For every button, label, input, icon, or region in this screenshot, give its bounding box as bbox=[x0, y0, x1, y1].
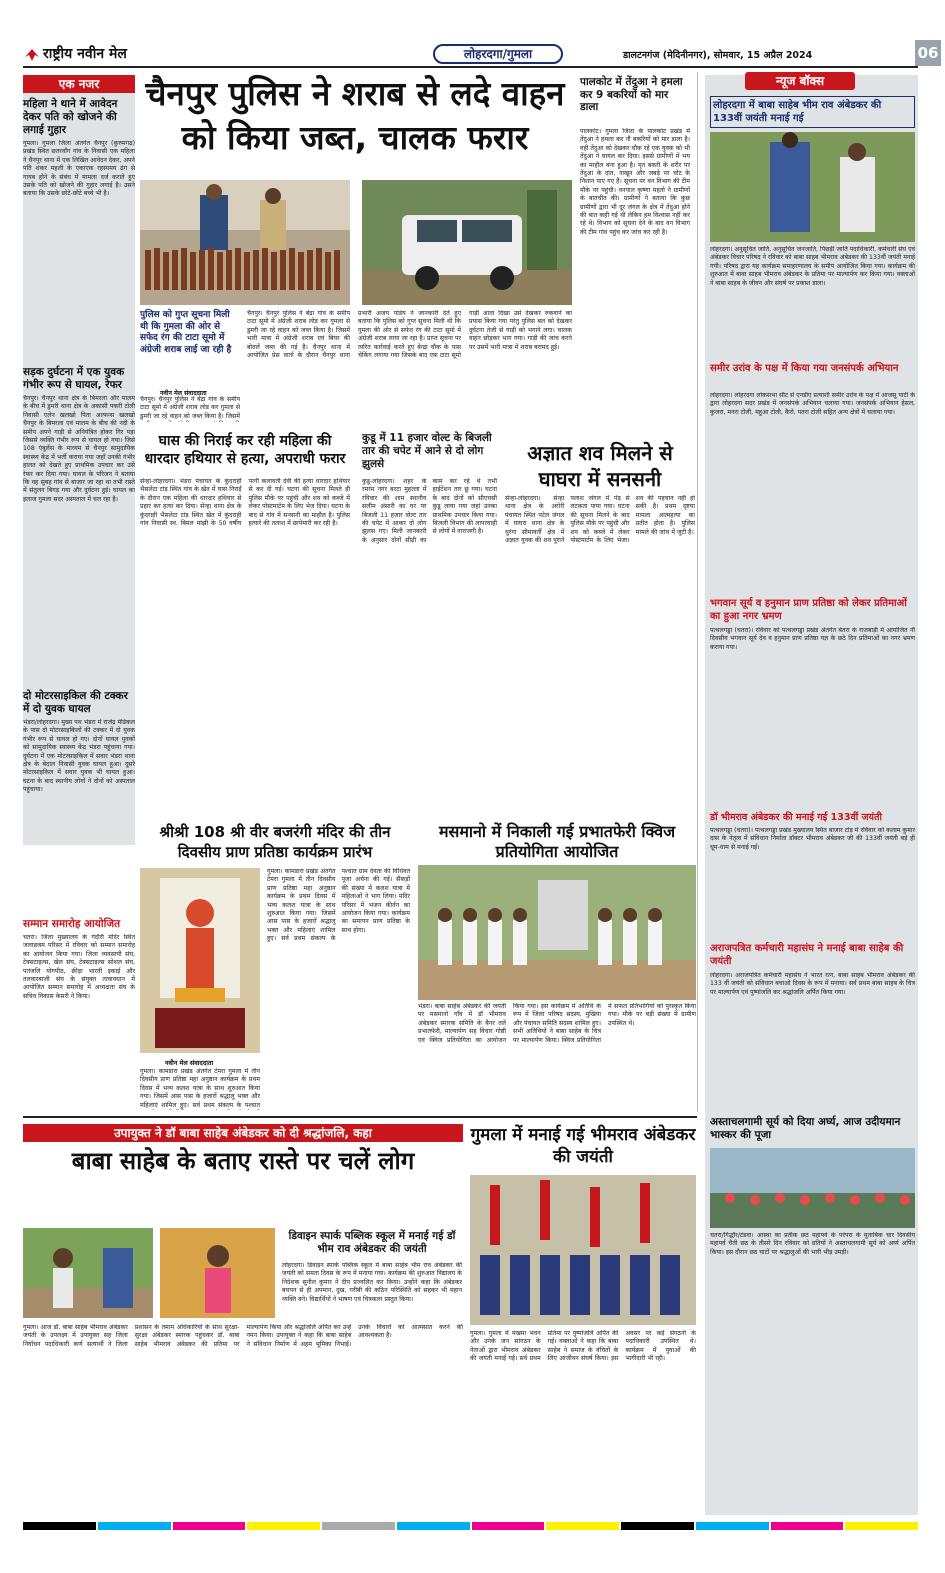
masthead bbox=[23, 40, 939, 68]
gumla-bhim-photo bbox=[470, 1175, 696, 1325]
left-story-2-body: चैनपुर। चैनपुर थाना क्षेत्र के बिमरला और मालम के बीच में डुमरी थाना क्षेत्र के अकासी पकरी टोली निवासी एलेन खलखो पिता अल्फन्स खलखो चैनपुर के बिमरला एवं मालम के बीच की नदी के समीप अपने गाड़ी से अनियंत्रित होकर गिर पड़ा जिससे व्यक्ति गंभीर रूप से घायल हो गया। जिसे 108 एंबुलेंस के माध्यम से चैनपुर सामुदायिक स्वास्थ्य केंद्र में भर्ती कराया गया जहाँ उनकी गंभीर हालत को देखते हुए प्राथमिक उपचार कर उसे रेफर कर दिया गया। घायल के परिजन ने बताया कि वह सुबह गांव से बाजार जा रहा था तभी रास्ते में संतुलन बिगड़ गया और दुर्घटना हुई। घायल का इलाज गुमला सदर अस्पताल में चल रहा है। bbox=[23, 395, 135, 503]
paper-name: राष्ट्रीय नवीन मेल bbox=[43, 46, 127, 62]
main-body-a: चैनपुर। चैनपुर पुलिस ने बेंद्रा गांव के समीप टाटा सूमो में अंग्रेजी शराब लोड कर गुमला से डुमरी जा रहे वाहन को जब्त किया है। जिसमें bbox=[140, 396, 240, 420]
liquor-photo bbox=[140, 180, 350, 305]
color-registration-bar bbox=[23, 1522, 918, 1530]
mandir-byline: नवीन मेल संवाददाता bbox=[165, 1059, 214, 1067]
section-rule bbox=[23, 1116, 697, 1118]
mandir-body-a: गुमला। कामडारा प्रखंड अंतर्गत टेमरा गुमला में तीन दिवसीय प्राण प्रतिष्ठा महा अनुष्ठान कार्यक्रम के प्रथम दिवस में भव्य कलश यात्रा के साथ शुरुआत किया गया। जिसमें आस पास के हजारों श्रद्धालु भक्त और महिलाएं शामिल हुए। सर्व प्रथम संकल्प के पश्चात bbox=[140, 1068, 260, 1109]
left-story-4 bbox=[23, 918, 135, 1124]
right-photo-2 bbox=[710, 1148, 915, 1228]
gumla-bhim-body: गुमला। गुमला में मखमा भवन और उनके जन सांगठन के नेताओं द्वारा भीमराव अंबेडकर की जयंती मनाई गई। सर्व प्रथम प्रतिमा पर पुष्पांजलि अर्पित की गई। वक्ताओं ने कहा कि बाबा साहेब ने समाज के वंचितों के लिए आजीवन संघर्ष किया। इस अवसर पर कई संगठनों के पदाधिकारी उपस्थित थे। कार्यक्रम में युवाओं की भागीदारी भी रही। bbox=[470, 1330, 696, 1363]
right-story-5-body: लोहरदगा। अराजपत्रित कर्मचारी महासंघ ने भारत रत्न, बाबा साहब भीमराव अंबेडकर की 133 वीं जयंती को संविधान बचाओ दिवस के रूप में मनाया। सर्व प्रथम बाबा साहब के चित्र पर माल्यार्पण एवं पुष्पांजलि कर श्रद्धांजलि अर्पित किया गया। bbox=[710, 972, 915, 996]
left-story-1-title: महिला ने थाने में आवेदन देकर पति को खोजने की लगाई गुहार bbox=[23, 98, 118, 136]
right-story-4-title: डॉ भीमराव अंबेडकर की मनाई गई 133वीं जयंती bbox=[710, 812, 882, 823]
mandir-photo bbox=[140, 868, 260, 1053]
main-headline: चैनपुर पुलिस ने शराब से लदे वाहन को किया जब्त, चालक फरार bbox=[145, 74, 565, 157]
quiz-photo bbox=[418, 865, 696, 1000]
ek-nazar-tag: एक नजर bbox=[23, 75, 135, 93]
left-story-4-body: चतरा। जिला मुख्यालय के गंदौरी मंदिर स्थित जलाछत्रम परिसर में रविवार को सम्मान समारोह का आयोजन किया गया। जिला व्यवसायी संघ, टेक्सटाइल्स, खेल संघ, टेक्सटाइल्स सोशल संघ, पतंजलि योगपीठ, क्रीड़ा भारती इकाई और तलवारबाजी संघ के संयुक्त तत्वावधान में आयोजित सम्मान समारोह में अध्यक्षता संघ के सचिव विकास केसरी ने किया। bbox=[23, 934, 135, 1000]
left-story-1 bbox=[23, 98, 135, 338]
left-story-2 bbox=[23, 366, 135, 675]
dhar-body: सेन्हा-लोहरदगा। भंडरा पंचायत के कुंदराही भैसलेटा टांड़ स्थित गांव के खेत में घास निराई के दौरान एक महिला की धारदार हथियार से प्रहार कर हत्या कर दिया। सेन्हा थाना क्षेत्र के कुंदराही भैसलेटा टांड़ स्थित खेत में कुंदराही गांव निवासी स्व. बिमल मांझी के 50 वर्षीय पत्नी कलावती देवी की हत्या धारदार हथियार से कर दी गई। घटना की सूचना मिलते ही पुलिस मौके पर पहुंची और शव को कब्जे में लेकर पोस्टमार्टम के लिए भेज दिया। घटना के बाद से गांव में सनसनी का माहौल है। पुलिस हत्यारे की तलाश में छापेमारी कर रही है। bbox=[140, 478, 350, 528]
mandir-body-b: गुमला। कामडारा प्रखंड अंतर्गत टेमरा गुमला में तीन दिवसीय प्राण प्रतिष्ठा महा अनुष्ठान कार्यक्रम के प्रथम दिवस में भव्य कलश यात्रा के साथ शुरुआत किया गया। जिसमें आस पास के हजारों श्रद्धालु भक्त और महिलाएं शामिल हुए। सर्व प्रथम संकल्प के पश्चात ग्राम देवता की विधिवत पूजा अर्चना की गई। सैकड़ों की संख्या में कलश यात्रा में महिलाओं ने भाग लिया। मंदिर परिसर में भजन कीर्तन का आयोजन किया गया। कार्यक्रम का समापन प्राण प्रतिष्ठा के साथ होगा। bbox=[267, 868, 410, 943]
shav-body: सेन्हा-लोहरदगा। सेन्हा थाना क्षेत्र के अरोरी पंचायत स्थित पटेल जंगल में घाघरा थाना क्षेत्र के धुरंगा सीमावर्ती क्षेत्र में अज्ञात युवक की शव पुराने पलाश जंगल में पेड़ से लटकता पाया गया। घटना की सूचना मिलने के बाद पुलिस मौके पर पहुंची और शव को कब्जे में लेकर पोस्टमार्टम के लिए भेजा। शव की पहचान नहीं हो सकी है। प्रथम दृष्टया मामला आत्महत्या का प्रतीत होता है। पुलिस मामले की जांच में जुटी है। bbox=[505, 495, 695, 545]
upayukt-photo-2 bbox=[160, 1228, 275, 1318]
quiz-body: भंडरा। बाबा साहेब अंबेडकर की जयंती पर मसमानो गाँव में डॉ भीमराव अंबेडकर स्मारक समिति के बैनर तले प्रभातफेरी, माल्यार्पण सह विचार गोष्ठी एवं क्विज प्रतियोगिता का आयोजन किया गया। इस कार्यक्रम में अतिथि के रूप में जिला परिषद सदस्य, मुखिया और पंचायत समिति सदस्य शामिल हुए। सभी अतिथियों ने बाबा साहेब के चित्र पर माल्यार्पण किया। क्विज प्रतियोगिता में सफल प्रतिभागियों को पुरस्कृत किया गया। मौके पर बड़ी संख्या में ग्रामीण उपस्थित थे। bbox=[418, 1003, 696, 1044]
upayukt-kicker: उपायुक्त ने डॉ बाबा साहेब अंबेडकर को दी श्रद्धांजलि, कहा bbox=[23, 1124, 463, 1142]
left-story-3-body: भंडरा/लोहरदगा। मुख्य पथ भंडरा में राजेंद्र मेडिकल के पास दो मोटरसाइकिलों की टक्कर में दो युवक गंभीर रूप से घायल हो गए। दोनों घायल युवकों को सामुदायिक स्वास्थ्य केंद्र भंडरा पहुंचाया गया। दुर्घटना में एक मोटरसाइकिल में सवार भंडरा थाना क्षेत्र के बेदाल निवासी युवक घायल हुआ। दूसरे मोटरसाइकिल में सवार युवक भी घायल हुआ। घटना के बाद स्थानीय लोगों ने दोनों को अस्पताल पहुंचाया। bbox=[23, 719, 135, 794]
section-tab: लोहरदगा/गुमला bbox=[433, 44, 563, 64]
main-body-b: चैनपुर। चैनपुर पुलिस ने बेंद्रा गांव के समीप टाटा सूमो में अंग्रेजी शराब लोड कर गुमला से डुमरी जा रहे वाहन को जब्त किया है। जिसमें भारी मात्रा में अंग्रेजी शराब एवं बियर की बोतलें जब्त की गई है। चैनपुर थाना में आयोजित प्रेस वार्ता के दौरान चैनपुर थाना प्रभारी अजय पांडेय ने जानकारी देते हुए बताया कि पुलिस को गुप्त सूचना मिली थी कि गुमला की ओर से सफेद रंग की टाटा सूमो में अंग्रेजी शराब लाया जा रहा है। प्राप्त सूचना पर त्वरित कार्रवाई करते हुए बेन्द्रा चौक के पास चेकिंग लगाया गया जिसके बाद एक टाटा सूमो गाड़ी आता दिखा उसे देखकर रुकवाने का प्रयास किया गया परंतु पुलिस बल को देखकर दुर्घटना तेजी से गाड़ी को भगाने लगा। चालक वाहन छोड़कर भाग गया। गाड़ी की जांच करने पर उसमें भारी मात्रा में शराब बरामद हुई। bbox=[247, 310, 572, 360]
right-story-1-title: लोहरदगा में बाबा साहेब भीम राव अंबेडकर की 133वीं जयंती मनाई गई bbox=[710, 96, 915, 128]
right-story-2-body: लोहरदगा। लोहरदगा लोकसभा सीट से एनडीए प्रत्याशी समीर उरांव के पक्ष में आजसू पार्टी के द्वारा लोहरदगा सदर प्रखंड में जनसंपर्क अभियान चलाया गया। जनसंपर्क अभियान हेसल, कुजरा, मनरा टोली, महुआ टोली, कैरो, पतरा टोली सहित अन्य क्षेत्रों में चलाया गया। bbox=[710, 392, 915, 416]
upayukt-body: गुमला। आज डॉ. बाबा साहेब भीमराव अंबेडकर जयंती के उपलक्ष्य में उपायुक्त सह जिला निर्वाचन पदाधिकारी कर्ण सत्यार्थी ने जिला प्रशासन के तमाम अधिकारियों के साथ सुरक्षा-सुरक्षा अंबेडकर स्मारक पहुंचकर डॉ. बाबा साहेब भीमराव अंबेडकर की प्रतिमा पर माल्यार्पण किया और श्रद्धांजलि अर्पित कर उन्हें नमन किया। उपायुक्त ने कहा कि बाबा साहेब ने संविधान निर्माण में अहम भूमिका निभाई। उनके विचारों को आत्मसात करने की आवश्यकता है। bbox=[23, 1324, 463, 1348]
paper-logo-icon bbox=[25, 46, 39, 58]
shav-title: अज्ञात शव मिलने से घाघरा में सनसनी bbox=[527, 441, 673, 491]
page-number: 06 bbox=[915, 40, 941, 66]
upayukt-title: बाबा साहेब के बताए रास्ते पर चलें लोग bbox=[71, 1147, 415, 1175]
right-story-5-title: अराजपत्रित कर्मचारी महासंघ ने मनाई बाबा साहेब की जयंती bbox=[710, 943, 904, 967]
right-story-3-body: पत्थलगड्डा (चतरा)। रविवार को पत्थलगड्डा प्रखंड अंतर्गत बेतरा के राजबाड़ी में आयोजित नौ दिवसीय भगवान सूर्य देव व हनुमान प्राण प्रतिष्ठा यज्ञ के छठे दिन प्रतिमाओं का नगर भ्रमण कराया गया। bbox=[710, 627, 915, 651]
kudu-body: कुडू-लोहरदगा। शहर के रमरम नगर बरटा मुहल्ला में रविवार की शाम स्थानीय सलीम अंसारी का घर पर बिजली 11 हजार वोल्ट तार की चपेट में आकर दो लोग झुलस गए। मिली जानकारी के अनुसार दोनों सीढ़ी का काम कर रहे थे तभी हाईटेंशन तार छू गया। घटना के बाद दोनों को सीएचसी कुडू लाया गया जहां उनका प्राथमिक उपचार किया गया। बिजली विभाग की लापरवाही से लोगों में नाराजगी है। bbox=[362, 478, 497, 544]
right-story-6-title: अस्ताचलगामी सूर्य को दिया अर्घ्य, आज उदीयमान भास्कर की पूजा bbox=[710, 1116, 901, 1141]
right-story-1-body: लोहरदगा। अनुसूचित जाति, अनुसूचित जनजाति, पिछड़ी जाति पदाधिकारी, कर्मचारी संघ एवं अंबेडकर विचार परिषद ने रविवार को बाबा साहब भीमराव अंबेडकर की 133वीं जयंती मनाई गयी। परिषद द्वारा यह कार्यक्रम समाहरणालय के समीप आयोजित किया गया। कार्यक्रम की शुरुआत में बाबा साहब भीमराव अंबेडकर के प्रतिमा पर माल्यार्पण कर किया गया। वक्ताओं ने बाबा साहब के जीवन और संघर्ष पर प्रकाश डाला। bbox=[710, 246, 915, 287]
left-story-3 bbox=[23, 690, 135, 909]
right-story-2-title: समीर उरांव के पक्ष में किया गया जनसंपर्क अभियान bbox=[710, 363, 899, 374]
left-story-1-body: गुमला। गुमला जिला अंतर्गत चैनपुर (कुरुमगढ़) प्रखंड स्थित छतरवाँग गांव के निवासी एक महिला ने चैनपुर थाना में एक लिखित आवेदन देकर, अपने पति शंकर महली के एकाएक रहस्यमय ढंग से गायब होने के संबंध में मामला दर्ज कराते हुए उसके पति को खोजने की गुहार लगाई है। उसने बताया कि उसके छोटे-छोटे बच्चे भी है। bbox=[23, 140, 135, 198]
main-byline: नवीन मेल संवाददाता bbox=[160, 390, 207, 397]
gumla-bhim-title: गुमला में मनाई गई भीमराव अंबेडकर की जयंती bbox=[470, 1125, 696, 1167]
right-story-6-body: चतरा/गिद्धौर/टंडवा। आस्था का प्रतीक छठ महापर्व के परंपरा के मुताबिक चार दिवसीय महापर्व चैती छठ के तीसरे दिन रविवार को व्रतियों ने अस्ताचलगामी सूर्य को अर्घ्य अर्पित किया। इस दौरान छठ घाटों पर श्रद्धालुओं की भारी भीड़ उमड़ी। bbox=[710, 1232, 915, 1256]
left-story-4-title: सम्मान समारोह आयोजित bbox=[23, 918, 121, 930]
vehicle-photo bbox=[362, 180, 572, 305]
liquor-photo-caption: पुलिस को गुप्त सूचना मिली थी कि गुमला की ओर से सफेद रंग की टाटा सूमो में अंग्रेजी शराब लाई जा रही है bbox=[140, 310, 232, 355]
divider bbox=[697, 72, 698, 1112]
divine-title: डिवाइन स्पार्क पब्लिक स्कूल में मनाई गई डॉ भीम राव अंबेडकर की जयंती bbox=[288, 1230, 456, 1255]
dhar-title: घास की निराई कर रही महिला की धारदार हथियार से हत्या, अपराधी फरार bbox=[144, 433, 346, 467]
news-box-tag: न्यूज बॉक्स bbox=[745, 72, 855, 90]
palkot-body: पालकोट। गुमला जिला के पालकोट प्रखंड में तेंदुआ ने हमला कर नौ बकरियों को मार डाला है। वही तेंदुआ को देखकर चौक रहे एक युवक को भी तेंदुआ ने घायल कर दिया। इससे ग्रामीणों में भय का माहौल बना हुआ है। मृत बकरी के शरीर पर तेंदुआ के दांत, नाखून और जबड़े पर चोट के निशान पाए गए हैं। सूचना पर वन विभाग की टीम मौके पर पहुंची। वनपाल कृष्णा महतो ने ग्रामीणों के बातचीत की। ग्रामीणों ने बताया कि कुछ ग्रामीणों द्वारा भी दूर जंगल के क्षेत्र में तेंदुआ होने की बात कही गई थी लेकिन हम विश्वास नहीं कर रहे थे। विभाग को सूचना देने के बाद वन विभाग की टीम गांव पहुंच कर जांच कर रही है। bbox=[580, 128, 690, 236]
divine-body: लोहरदगा। डिवाइन स्पार्क पब्लिक स्कूल में बाबा साहेब भीम राव अंबेडकर की जयंती को समता दिवस के रूप में मनाया गया। कार्यक्रम की शुरुआत विद्यालय के निदेशक सुनील कुमार ने दीप प्रज्वलित कर किया। उन्होंने कहा कि अंबेडकर बचपन से ही अपमान, दुख, गरीबी की कठिन परिस्थिति को सहकर भी महान व्यक्ति बने। विद्यार्थियों ने भाषण एवं चित्रकला प्रस्तुत किया। bbox=[282, 1262, 462, 1303]
quiz-title: मसमानो में निकाली गई प्रभातफेरी क्विज प्रतियोगिता आयोजित bbox=[438, 822, 676, 861]
palkot-title: पालकोट में तेंदुआ ने हमला कर 9 बकरियों को मार डाला bbox=[580, 76, 683, 113]
kudu-title: कुडू में 11 हजार वोल्ट के बिजली तार की चपेट में आने से दो लोग झुलसे bbox=[362, 432, 492, 470]
right-photo-1 bbox=[710, 132, 915, 242]
upayukt-photo-1 bbox=[23, 1228, 153, 1318]
right-story-3-title: भगवान सूर्य व हनुमान प्राण प्रतिष्ठा को लेकर प्रतिमाओं का हुआ नगर भ्रमण bbox=[710, 598, 907, 622]
dateline: डालटनगंज (मेदिनीनगर), सोमवार, 15 अप्रैल 2024 bbox=[623, 50, 813, 61]
mandir-title: श्रीश्री 108 श्री वीर बजरंगी मंदिर की तीन दिवसीय प्राण प्रतिष्ठा कार्यक्रम प्रारंभ bbox=[159, 823, 391, 861]
left-story-3-title: दो मोटरसाइकिल की टक्कर में दो युवक घायल bbox=[23, 690, 128, 715]
left-story-2-title: सड़क दुर्घटना में एक युवक गंभीर रूप से घायल, रेफर bbox=[23, 366, 125, 391]
right-story-4-body: पत्थलगड्डा (चतरा)। पत्थलगड्डा प्रखंड मुख्यालय स्थित बाजार टांड़ में रविवार को कलाम कुमार दास के नेतृत्व में संविधान निर्माता डॉक्टर भीमराव अंबेडकर जी की 133वीं जयंती बड़े ही धूम-धाम से मनाई गई। bbox=[710, 827, 915, 851]
